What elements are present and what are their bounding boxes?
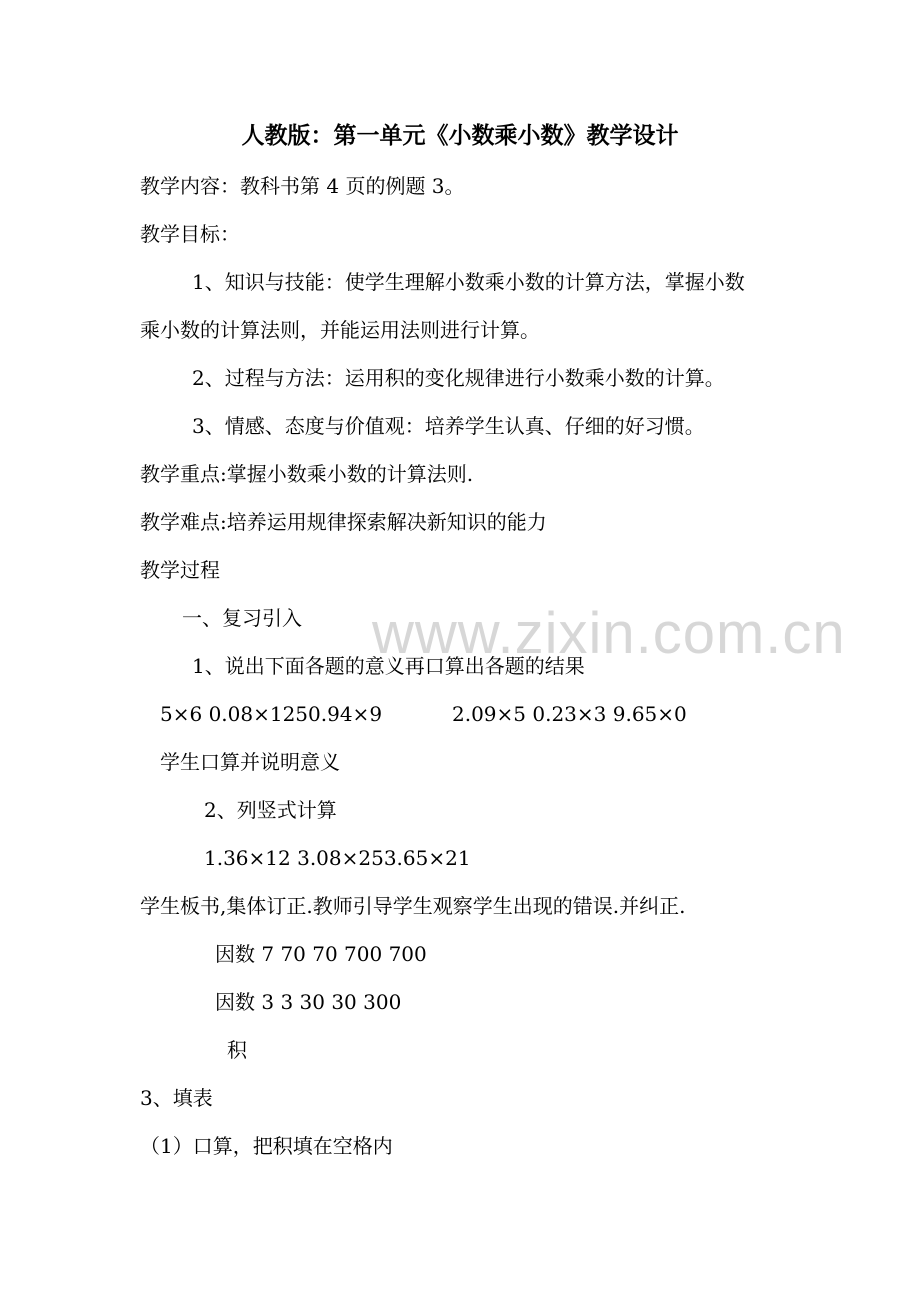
teaching-process-heading: 教学过程	[140, 558, 220, 582]
item-fill-table: 3、填表	[140, 1086, 213, 1110]
product-row: 积	[227, 1038, 247, 1062]
section-review-intro: 一、复习引入	[182, 606, 302, 630]
vertical-calc-expressions: 1.36×12 3.08×253.65×21	[204, 846, 471, 870]
factor-row-1: 因数 7 70 70 700 700	[215, 942, 427, 966]
factor-row-2: 因数 3 3 30 30 300	[215, 990, 402, 1014]
item-vertical-calc: 2、列竖式计算	[204, 798, 337, 822]
students-board-work: 学生板书,集体订正.教师引导学生观察学生出现的错误.并纠正.	[140, 894, 686, 918]
oral-calc-expressions-a: 5×6 0.08×1250.94×9	[160, 702, 383, 726]
goal-knowledge-skills-cont: 乘小数的计算法则，并能运用法则进行计算。	[140, 318, 540, 342]
fill-table-instruction: （1）口算，把积填在空格内	[140, 1134, 393, 1158]
teaching-content: 教学内容：教科书第 4 页的例题 3。	[140, 174, 465, 198]
teaching-goals-heading: 教学目标：	[140, 222, 240, 246]
watermark: www.zixin.com.cn	[372, 601, 846, 666]
teaching-key-point: 教学重点:掌握小数乘小数的计算法则.	[140, 462, 474, 486]
document-title: 人教版：第一单元《小数乘小数》教学设计	[241, 122, 679, 149]
item-oral-calc: 1、说出下面各题的意义再口算出各题的结果	[192, 654, 585, 678]
teaching-difficulty: 教学难点:培养运用规律探索解决新知识的能力	[140, 510, 547, 534]
goal-process-method: 2、过程与方法：运用积的变化规律进行小数乘小数的计算。	[192, 366, 725, 390]
oral-calc-expressions-b: 2.09×5 0.23×3 9.65×0	[452, 702, 687, 726]
goal-knowledge-skills: 1、知识与技能：使学生理解小数乘小数的计算方法，掌握小数	[192, 270, 745, 294]
goal-emotion-attitude: 3、情感、态度与价值观：培养学生认真、仔细的好习惯。	[192, 414, 705, 438]
students-oral-calc: 学生口算并说明意义	[160, 750, 340, 774]
